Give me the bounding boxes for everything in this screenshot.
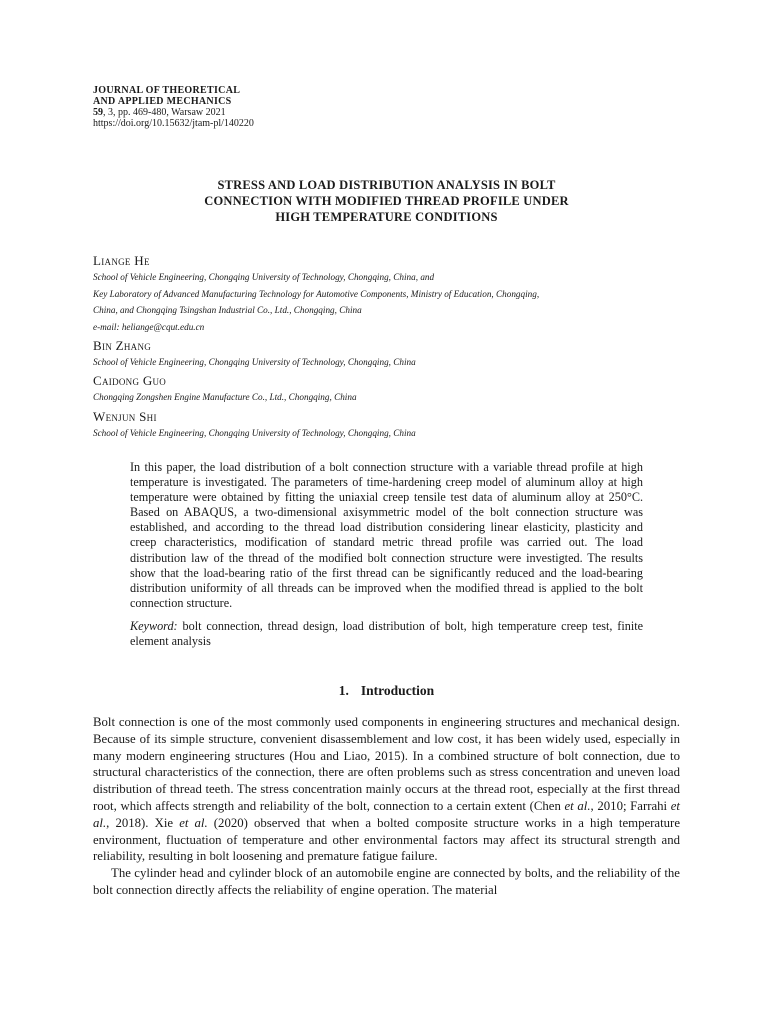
- author-affiliation: School of Vehicle Engineering, Chongqing University of Technology, Chongqing, China, and: [93, 272, 435, 282]
- journal-name-line2: AND APPLIED MECHANICS: [93, 96, 232, 107]
- author-affiliation: China, and Chongqing Tsingshan Industrial Co., Ltd., Chongqing, China: [93, 305, 362, 315]
- section-number: 1.: [338, 683, 349, 698]
- journal-doi[interactable]: https://doi.org/10.15632/jtam-pl/140220: [93, 118, 254, 129]
- author-name: Liange He: [93, 253, 150, 268]
- etal: et al.: [93, 798, 680, 830]
- title-line-1: STRESS AND LOAD DISTRIBUTION ANALYSIS IN BOLT: [217, 178, 556, 192]
- etal: et al.: [179, 815, 208, 830]
- section-title: Introduction: [360, 683, 435, 698]
- title-line-3: HIGH TEMPERATURE CONDITIONS: [275, 210, 498, 224]
- journal-volume: 59: [93, 107, 103, 118]
- author-affiliation: School of Vehicle Engineering, Chongqing University of Technology, Chongqing, China: [93, 427, 416, 438]
- journal-issue-pages: , 3, pp. 469-480, Warsaw 2021: [103, 107, 226, 118]
- author-name: Bin Zhang: [93, 337, 152, 353]
- paragraph: The cylinder head and cylinder block of an automobile engine are connected by bolts, and the reliability of the bolt connection directly affects the reliability of engine operation. The material: [93, 866, 680, 897]
- etal: et al.: [564, 798, 591, 813]
- paragraph-text: Bolt connection is one of the most commonly used components in engineering structures and mechanical design. Because of its simple structure, convenient disassemblement and low cost, it has been widely used, especially in many modern engineering structures (Hou and Liao, 2015). In a combined structure of bolt connection, due to structural characteristics of the connection, there are often problems such as stress concentration and uneven load distribution of thread teeth. The stress concentration mainly occurs at the thread root, especially at the first thread root, which affects strength and reliability of the bolt, connection to a certain extent (Chen: [93, 715, 680, 813]
- section-heading: [93, 683, 680, 699]
- author-email[interactable]: e-mail: heliange@cqut.edu.cn: [93, 321, 205, 332]
- keywords-list: bolt connection, thread design, load distribution of bolt, high temperature creep test, finite element analysis: [130, 618, 643, 649]
- abstract: [130, 460, 643, 649]
- paragraph-text: , 2010; Farrahi: [590, 798, 671, 813]
- author-affiliation: School of Vehicle Engineering, Chongqing University of Technology, Chongqing, China: [93, 356, 416, 367]
- author-affiliation: Key Laboratory of Advanced Manufacturing Technology for Automotive Components, Ministry of Education, Chongqing,: [93, 288, 540, 299]
- journal-volume-line: [93, 107, 254, 118]
- paragraph-text: (2020) observed that when a bolted composite structure works in a high temperature environment, fluctuation of temperature and other environmental factors may affect its structural strength and reliability, resulting in bolt loosening and premature fatigue failure.: [93, 815, 680, 864]
- paragraph: [93, 714, 680, 865]
- author-affiliation: Chongqing Zongshen Engine Manufacture Co., Ltd., Chongqing, China: [93, 392, 357, 402]
- journal-header: [93, 85, 254, 129]
- journal-name-line1: JOURNAL OF THEORETICAL: [93, 85, 241, 96]
- author-block: [93, 253, 683, 441]
- keywords: [130, 619, 643, 649]
- paper-title: [93, 177, 680, 225]
- introduction-body: [93, 714, 680, 899]
- title-line-2: CONNECTION WITH MODIFIED THREAD PROFILE UNDER: [204, 194, 569, 208]
- keywords-label: Keyword:: [130, 618, 178, 633]
- abstract-text: In this paper, the load distribution of a bolt connection structure with a variable thread profile at high temperature is investigated. The parameters of time-hardening creep model of aluminum alloy at high temperature were obtained by fitting the uniaxial creep tensile test data of aluminum alloy at 250°C. Based on ABAQUS, a two-dimensional axisymmetric model of the bolt connection structure was established, and according to the thread load distribution considering linear elasticity, plasticity and creep characteristics, modification of standard metric thread profile was carried out. The load distribution law of the thread of the modified bolt connection structure were investigted. The results show that the load-bearing ratio of the first thread can be significantly reduced and the load-bearing distribution uniformity of all threads can be improved when the modified thread is applied to the bolt connection structure.: [130, 460, 643, 610]
- author-name: Caidong Guo: [93, 373, 167, 388]
- author-name: Wenjun Shi: [93, 408, 157, 424]
- paragraph-text: , 2018). Xie: [106, 815, 180, 830]
